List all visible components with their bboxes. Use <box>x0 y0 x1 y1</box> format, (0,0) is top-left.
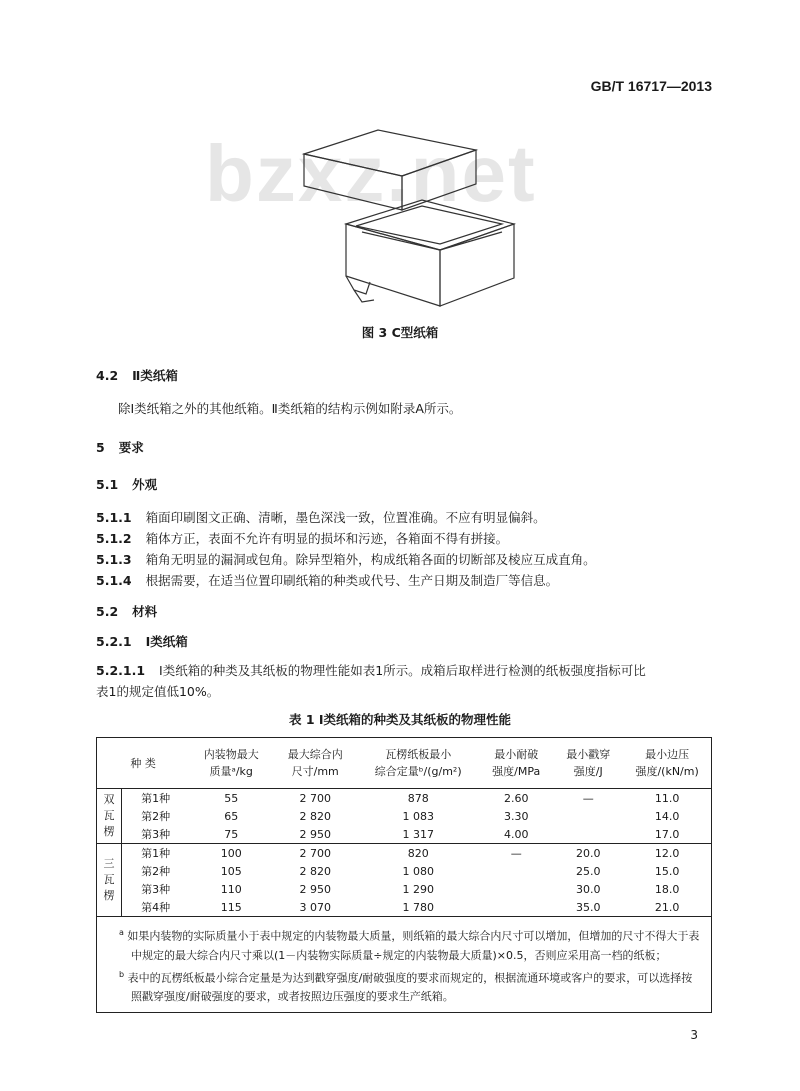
clause-text: 箱体方正，表面不允许有明显的损坏和污迹，各箱面不得有拼接。 <box>145 531 509 546</box>
clause-text: 根据需要，在适当位置印刷纸箱的种类或代号、生产日期及制造厂等信息。 <box>145 573 559 588</box>
section-title: 外观 <box>132 477 158 492</box>
table-footnotes <box>97 917 712 1013</box>
table-row: 第2种 65 2 820 1 083 3.30 14.0 <box>141 809 680 823</box>
standard-code: GB/T 16717—2013 <box>590 78 712 94</box>
section-number: 5 <box>96 440 105 455</box>
footnote-a: $^a$ 如果内装物的实际质量小于表中规定的内装物最大质量，则纸箱的最大综合内尺寸可以增加，但增加的尺寸不得大于表中规定的最大综合内尺寸乘以(1－内装物实际质量÷规定的内装物最大质量)×0.5，否则应采用高一档的纸板； <box>119 928 700 962</box>
clause-5-2-1-1 <box>96 660 712 702</box>
section-5-2-1-heading <box>96 632 188 650</box>
footnote-b: $^b$ 表中的瓦楞纸板最小综合定量是为达到戳穿强度/耐破强度的要求而规定的，根据流通环境或客户的要求，可以选择按照戳穿强度/耐破强度的要求，或者按照边压强度的要求生产纸箱。 <box>119 969 693 1004</box>
clause-text: 箱角无明显的漏洞或包角。除异型箱外，构成纸箱各面的切断部及棱应互成直角。 <box>145 552 596 567</box>
table-header-row <box>97 738 712 789</box>
clause-5-1-1 <box>96 508 546 526</box>
section-4-2-heading <box>96 366 178 384</box>
page-number: 3 <box>690 1028 698 1042</box>
table-row: 双 瓦 楞 第1种 55 2 700 878 2.60 — 11.0 <box>97 789 712 808</box>
table-caption: 表 1 Ⅰ类纸箱的种类及其纸板的物理性能 <box>288 712 512 727</box>
section-number: 4.2 <box>96 368 119 383</box>
col-header-burst: 最小耐破 强度/MPa <box>479 738 553 789</box>
group-label-triple: 三 瓦 楞 <box>97 844 122 917</box>
table-row: 第3种 110 2 950 1 290 30.0 18.0 <box>141 882 680 896</box>
clause-text-line-1: Ⅰ类纸箱的种类及其纸板的物理性能如表1所示。成箱后取样进行检测的纸板强度指标可比 <box>159 663 646 678</box>
clause-number: 5.1.3 <box>96 552 132 567</box>
clause-number: 5.1.4 <box>96 573 132 588</box>
watermark: bzxz.net <box>205 129 537 218</box>
clause-text: 箱面印刷图文正确、清晰，墨色深浅一致，位置准确。不应有明显偏斜。 <box>145 510 546 525</box>
section-number: 5.1 <box>96 477 119 492</box>
clause-text-line-2: 表1的规定值低10%。 <box>96 684 220 699</box>
section-number: 5.2.1 <box>96 634 132 649</box>
clause-number: 5.1.1 <box>96 510 132 525</box>
properties-table <box>96 737 712 1013</box>
section-title: 材料 <box>132 604 158 619</box>
table-row: 第4种 115 3 070 1 780 35.0 21.0 <box>141 900 680 914</box>
clause-5-1-3 <box>96 550 596 568</box>
table-row: 第3种 75 2 950 1 317 4.00 17.0 <box>141 827 680 841</box>
table-row: 第2种 105 2 820 1 080 25.0 15.0 <box>141 864 680 878</box>
section-5-1-heading <box>96 475 157 493</box>
section-5-2-heading <box>96 602 157 620</box>
clause-number: 5.1.2 <box>96 531 132 546</box>
col-header-grammage: 瓦楞纸板最小 综合定量ᵇ/(g/m²) <box>357 738 479 789</box>
col-header-type: 种 类 <box>97 738 190 789</box>
section-title: Ⅱ类纸箱 <box>132 368 178 383</box>
clause-5-1-4 <box>96 571 558 589</box>
clause-number: 5.2.1.1 <box>96 663 146 678</box>
section-title: Ⅰ类纸箱 <box>145 634 188 649</box>
col-header-puncture: 最小戳穿 强度/J <box>553 738 623 789</box>
section-title: 要求 <box>118 440 144 455</box>
table-row: 三 瓦 楞 第1种 100 2 700 820 — 20.0 12.0 <box>97 844 712 863</box>
section-5-heading <box>96 438 144 456</box>
group-label-double: 双 瓦 楞 <box>97 789 122 844</box>
col-header-size: 最大综合内 尺寸/mm <box>273 738 357 789</box>
col-header-ect: 最小边压 强度/(kN/m) <box>623 738 711 789</box>
section-4-2-text: 除Ⅰ类纸箱之外的其他纸箱。Ⅱ类纸箱的结构示例如附录A所示。 <box>118 401 462 416</box>
clause-5-1-2 <box>96 529 508 547</box>
box-figure <box>290 128 530 318</box>
col-header-mass: 内装物最大 质量ᵃ/kg <box>189 738 273 789</box>
figure-caption: 图 3 C型纸箱 <box>361 325 439 340</box>
section-number: 5.2 <box>96 604 119 619</box>
